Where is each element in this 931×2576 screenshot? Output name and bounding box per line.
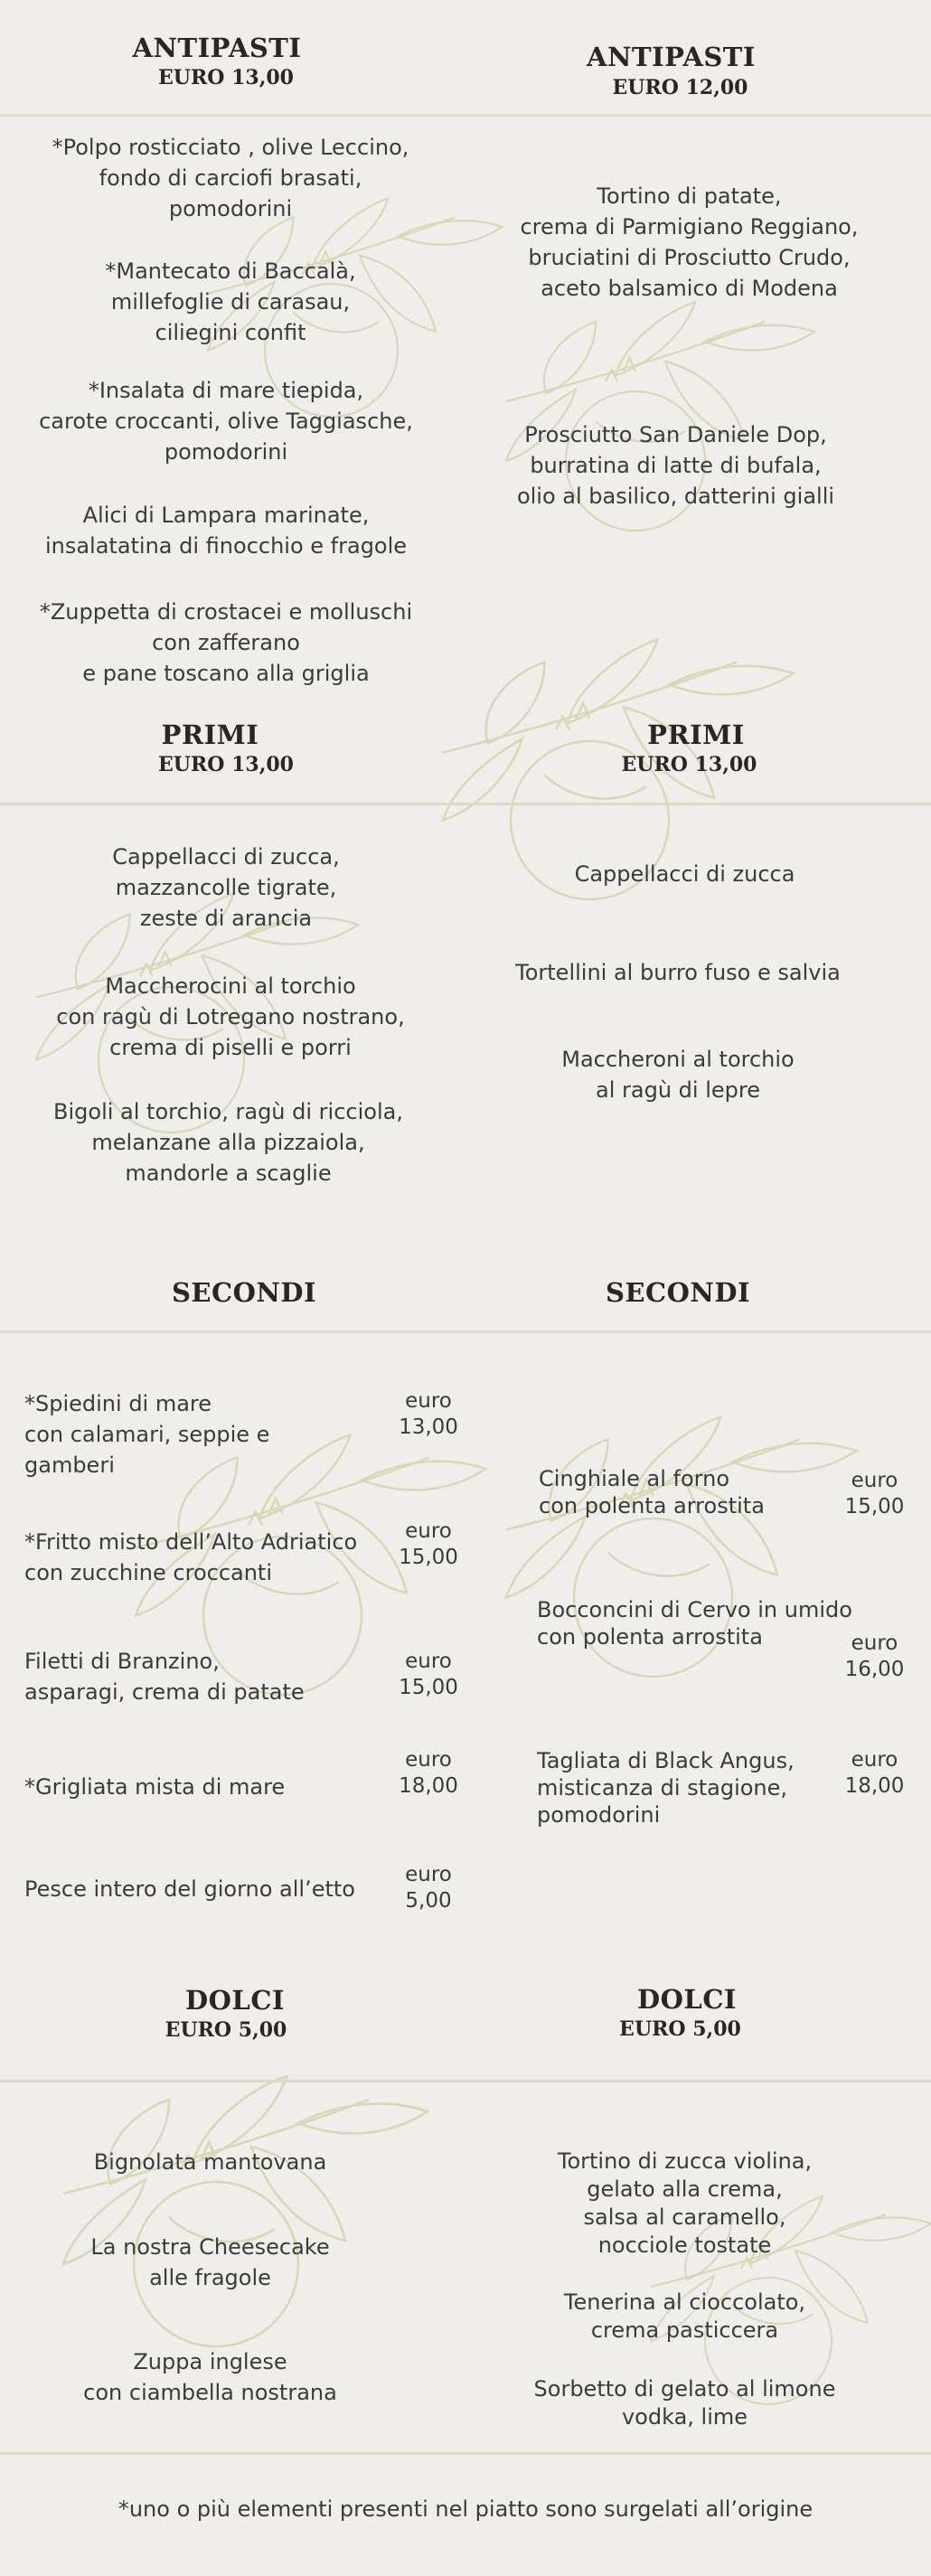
section-divider (0, 2452, 931, 2455)
dolci-title-left: DOLCI (185, 1985, 285, 2016)
primi-dish: Tortellini al burro fuso e salvia (515, 960, 841, 985)
antipasti-title-left: ANTIPASTI (132, 33, 302, 63)
primi-dish: Maccherocini al torchio con ragù di Lotregano nostrano, crema di piselli e porri (56, 973, 405, 1060)
dolci-dish: Tortino di zucca violina, gelato alla crema, salsa al caramello, nocciole tostate (557, 2148, 813, 2258)
antipasti-dish: Alici di Lampara marinate, insalatatina di finocchio e fragole (44, 503, 408, 559)
secondi-dish: Tagliata di Black Angus, misticanza di stagione, pomodorini (537, 1748, 795, 1828)
dolci-title-right: DOLCI (637, 1984, 737, 2015)
secondi-dish: *Grigliata mista di mare (24, 1774, 286, 1800)
secondi-dish: Cinghiale al forno con polenta arrostita (539, 1466, 765, 1518)
dolci-dish: La nostra Cheesecake alle fragole (90, 2234, 330, 2290)
secondi-title-right: SECONDI (605, 1277, 751, 1308)
antipasti-dish: Tortino di patate, crema di Parmigiano Reggiano, bruciatini di Prosciutto Crudo, aceto balsamico di Modena (520, 183, 859, 301)
primi-title-right: PRIMI (647, 719, 745, 750)
section-divider (0, 803, 931, 805)
antipasti-title-right: ANTIPASTI (587, 42, 756, 72)
secondi-dish: *Spiedini di mare con calamari, seppie e gamberi (24, 1391, 270, 1478)
primi-dish: Cappellacci di zucca, mazzancolle tigrate, zeste di arancia (112, 844, 340, 931)
secondi-dish-price: euro 16,00 (844, 1631, 905, 1681)
primi-dish: Cappellacci di zucca (574, 861, 795, 887)
dolci-price-right: EURO 5,00 (619, 2017, 741, 2041)
primi-title-left: PRIMI (161, 719, 259, 750)
footer-note: *uno o più elementi presenti nel piatto sono surgelati all’origine (118, 2496, 813, 2522)
secondi-dish: Filetti di Branzino, asparagi, crema di patate (24, 1649, 305, 1705)
secondi-dish-price: euro 18,00 (844, 1748, 905, 1798)
section-divider (0, 2080, 931, 2082)
dolci-price-left: EURO 5,00 (165, 2018, 287, 2042)
dolci-dish: Zuppa inglese con ciambella nostrana (83, 2349, 337, 2405)
section-divider (0, 114, 931, 117)
primi-dish: Bigoli al torchio, ragù di ricciola, melanzane alla pizzaiola, mandorle a scaglie (53, 1099, 403, 1186)
secondi-dish-price: euro 5,00 (405, 1863, 452, 1913)
primi-price-left: EURO 13,00 (158, 753, 294, 776)
antipasti-dish: *Mantecato di Baccalà, millefoglie di carasau, ciliegini confit (105, 259, 356, 345)
primi-price-right: EURO 13,00 (621, 753, 757, 776)
secondi-dish: *Fritto misto dell’Alto Adriatico con zucchine croccanti (24, 1529, 358, 1585)
primi-dish: Maccheroni al torchio al ragù di lepre (561, 1047, 795, 1103)
secondi-dish-price: euro 13,00 (399, 1389, 458, 1439)
secondi-dish-price: euro 15,00 (844, 1469, 905, 1518)
section-divider (0, 1330, 931, 1333)
dolci-dish: Sorbetto di gelato al limone vodka, lime (533, 2376, 836, 2430)
secondi-dish-price: euro 15,00 (399, 1650, 458, 1699)
antipasti-price-right: EURO 12,00 (612, 76, 748, 99)
antipasti-dish: *Zuppetta di crostacei e molluschi con zafferano e pane toscano alla griglia (39, 599, 413, 686)
secondi-dish-price: euro 18,00 (399, 1748, 458, 1798)
secondi-title-left: SECONDI (171, 1277, 317, 1308)
antipasti-price-left: EURO 13,00 (158, 66, 294, 89)
antipasti-dish: Prosciutto San Daniele Dop, burratina di latte di bufala, olio al basilico, datterini gialli (516, 422, 835, 509)
dolci-dish: Tenerina al cioccolato, crema pasticcera (563, 2289, 806, 2343)
antipasti-dish: *Polpo rosticciato , olive Leccino, fondo di carciofi brasati, pomodorini (52, 135, 409, 221)
dolci-dish: Bignolata mantovana (93, 2149, 327, 2175)
antipasti-dish: *Insalata di mare tiepida, carote croccanti, olive Taggiasche, pomodorini (39, 378, 413, 465)
secondi-dish: Pesce intero del giorno all’etto (24, 1876, 355, 1902)
secondi-dish: Bocconcini di Cervo in umido con polenta arrostita (537, 1597, 852, 1650)
secondi-dish-price: euro 15,00 (399, 1519, 458, 1569)
